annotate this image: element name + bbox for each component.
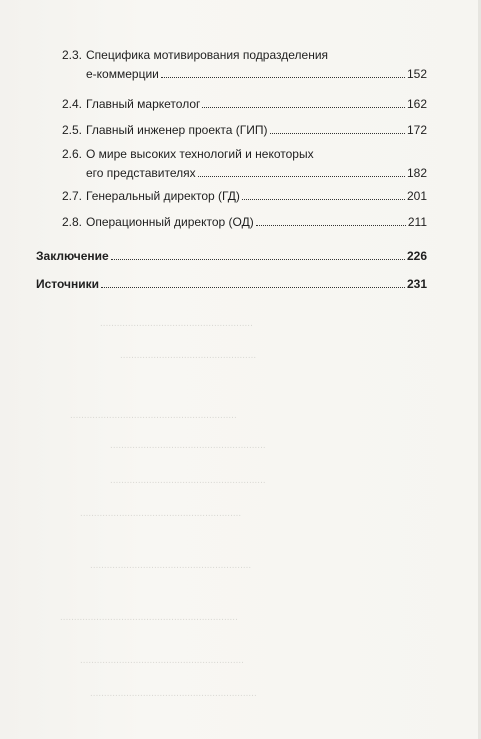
toc-section-title: Заключение bbox=[36, 249, 109, 263]
toc-entry-title: Операционный директор (ОД) bbox=[86, 215, 254, 229]
toc-section-page: 231 bbox=[406, 277, 427, 291]
leader-dots bbox=[202, 106, 405, 108]
show-through-line: .......................................................... bbox=[80, 508, 242, 519]
show-through-line: ............................................................ bbox=[70, 410, 237, 421]
leader-dots bbox=[256, 224, 406, 226]
toc-entry-title: Главный маркетолог bbox=[86, 97, 201, 111]
show-through-line: .......................................................... bbox=[90, 560, 252, 571]
toc-section[interactable] bbox=[36, 249, 427, 265]
toc-entry-title: его представителях bbox=[86, 166, 196, 180]
toc-entry-title: О мире высоких технологий и некоторых bbox=[86, 147, 314, 161]
toc-entry[interactable] bbox=[62, 147, 427, 183]
leader-dots bbox=[242, 198, 405, 200]
toc-entry[interactable] bbox=[62, 215, 427, 231]
toc-entry[interactable] bbox=[62, 97, 427, 113]
toc-entry-page: 182 bbox=[406, 166, 427, 180]
show-through-line: ........................................................... bbox=[80, 655, 244, 666]
toc-entry-page: 152 bbox=[406, 67, 427, 81]
show-through-line: ................................................. bbox=[120, 350, 257, 361]
show-through-line: ........................................................ bbox=[110, 440, 266, 451]
toc-section-page: 226 bbox=[406, 249, 427, 263]
toc-section-title: Источники bbox=[36, 277, 100, 291]
toc-entry-title: е-коммерции bbox=[86, 67, 159, 81]
toc-entry-title: Главный инженер проекта (ГИП) bbox=[86, 123, 268, 137]
toc-entry[interactable] bbox=[62, 123, 427, 139]
toc-entry-page: 211 bbox=[407, 215, 427, 229]
toc-entry-title: Генеральный директор (ГД) bbox=[86, 189, 240, 203]
toc-entry-page: 172 bbox=[406, 123, 427, 137]
toc-entry-number: 2.8. bbox=[62, 215, 83, 229]
toc-entry-page: 201 bbox=[406, 189, 427, 203]
leader-dots bbox=[101, 286, 405, 288]
toc-entry-number: 2.5. bbox=[62, 123, 83, 137]
leader-dots bbox=[270, 132, 405, 134]
show-through-line: ....................................................... bbox=[100, 318, 253, 329]
leader-dots bbox=[161, 76, 405, 78]
toc-entry-number: 2.6. bbox=[62, 147, 83, 161]
toc-entry-number: 2.7. bbox=[62, 189, 83, 203]
leader-dots bbox=[111, 258, 405, 260]
toc-entry-number: 2.4. bbox=[62, 97, 83, 111]
show-through-line: ........................................................ bbox=[110, 475, 266, 486]
show-through-line: ............................................................ bbox=[90, 688, 257, 699]
toc-entry-title: Специфика мотивирования подразделения bbox=[86, 48, 329, 62]
toc-entry[interactable] bbox=[62, 48, 427, 84]
show-through-line: ................................................................ bbox=[60, 612, 238, 623]
toc-entry-page: 162 bbox=[406, 97, 427, 111]
toc-section[interactable] bbox=[36, 277, 427, 293]
toc-entry-number: 2.3. bbox=[62, 48, 83, 62]
toc-entry[interactable] bbox=[62, 189, 427, 205]
leader-dots bbox=[198, 175, 405, 177]
